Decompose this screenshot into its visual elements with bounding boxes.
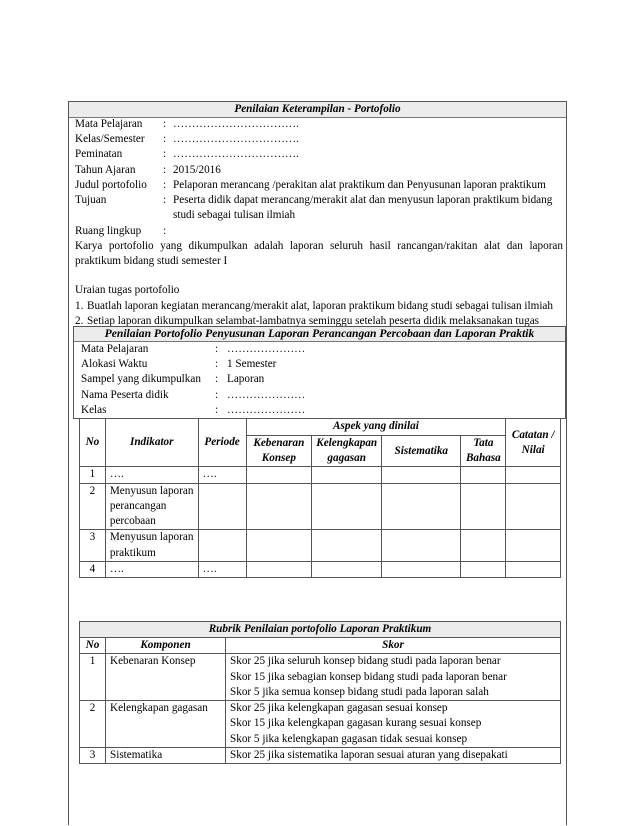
- col-header-kelengkapan: Kelengkapan gagasan: [312, 436, 382, 467]
- info-row: Mata Pelajaran : …………………………….: [75, 118, 299, 130]
- info-row: Mata Pelajaran : …………………: [81, 343, 306, 355]
- info-row: Nama Peserta didik : …………………: [81, 388, 306, 401]
- col-header-sistematika: Sistematika: [382, 436, 461, 467]
- info-row: Kelas : …………………: [81, 403, 306, 416]
- info-row: Tujuan : Peserta didik dapat merancang/merakit alat dan menyusun laporan praktikum bidang studi sebagai tulisan ilmiah: [75, 194, 553, 222]
- rubric-header-skor: Skor: [226, 638, 561, 654]
- rubric-table: [79, 621, 561, 764]
- table-row: 2 Menyusun laporan perancangan percobaan: [80, 483, 561, 530]
- col-header-periode: Periode: [198, 419, 246, 467]
- table-row: 4 …. ….: [80, 561, 561, 577]
- col-header-catatan: Catatan / Nilai: [506, 419, 561, 467]
- table-row: 3 Sistematika Skor 25 jika sistematika laporan sesuai aturan yang disepakati: [80, 747, 561, 763]
- page-title: Penilaian Keterampilan - Portofolio: [69, 102, 566, 118]
- tasks-heading: Uraian tugas portofolio: [75, 284, 180, 297]
- info-row: Ruang lingkup :: [75, 224, 167, 237]
- task-item: 2. Setiap laporan dikumpulkan selambat-lambatnya seminggu setelah peserta didik melaksanakan tugas: [75, 314, 540, 327]
- assessment-title: Penilaian Portofolio Penyusunan Laporan Perancangan Percobaan dan Laporan Praktik: [74, 327, 565, 342]
- portfolio-info: [75, 117, 563, 329]
- rubric-header-no: No: [80, 638, 106, 654]
- rubric-title: Rubrik Penilaian portofolio Laporan Praktikum: [80, 622, 561, 638]
- rubric-header-komponen: Komponen: [106, 638, 226, 654]
- info-row: Alokasi Waktu : 1 Semester: [81, 358, 277, 371]
- scope-text: Karya portofolio yang dikumpulkan adalah laporan seluruh hasil rancangan/rakitan alat dan laporan praktikum bidang studi semester I: [75, 239, 563, 268]
- assessment-table: [79, 418, 561, 578]
- info-row: Peminatan : …………………………….: [75, 148, 299, 161]
- info-row: Sampel yang dikumpulkan : Laporan: [81, 373, 265, 386]
- col-header-kebenaran: Kebenaran Konsep: [246, 436, 312, 467]
- table-row: 3 Menyusun laporan praktikum: [80, 530, 561, 561]
- info-row: Tahun Ajaran : 2015/2016: [75, 163, 221, 176]
- assessment-info: [74, 342, 565, 418]
- task-item: 1. Buatlah laporan kegiatan merancang/merakit alat, laporan praktikum bidang studi sebagai tulisan ilmiah: [75, 299, 553, 312]
- table-row: 2 Kelengkapan gagasan Skor 25 jika kelengkapan gagasan sesuai konsep Skor 15 jika kelengkapan gagasan kurang sesuai konsep Skor 5 jika kelengkapan gagasan tidak sesuai konsep: [80, 701, 561, 748]
- table-row: 1 …. ….: [80, 467, 561, 483]
- assessment-section: [73, 326, 566, 419]
- table-row: 1 Kebenaran Konsep Skor 25 jika seluruh konsep bidang studi pada laporan benar Skor 15 jika sebagian konsep bidang studi pada laporan benar Skor 5 jika semua konsep bidang studi pada laporan salah: [80, 654, 561, 701]
- info-row: Kelas/Semester : …………………………….: [75, 133, 299, 146]
- col-header-aspek: Aspek yang dinilai: [246, 419, 506, 436]
- col-header-tata: Tata Bahasa: [461, 436, 506, 467]
- info-row: Judul portofolio : Pelaporan merancang /perakitan alat praktikum dan Penyusunan laporan praktikum: [75, 178, 546, 191]
- col-header-no: No: [80, 419, 106, 467]
- col-header-indikator: Indikator: [105, 419, 198, 467]
